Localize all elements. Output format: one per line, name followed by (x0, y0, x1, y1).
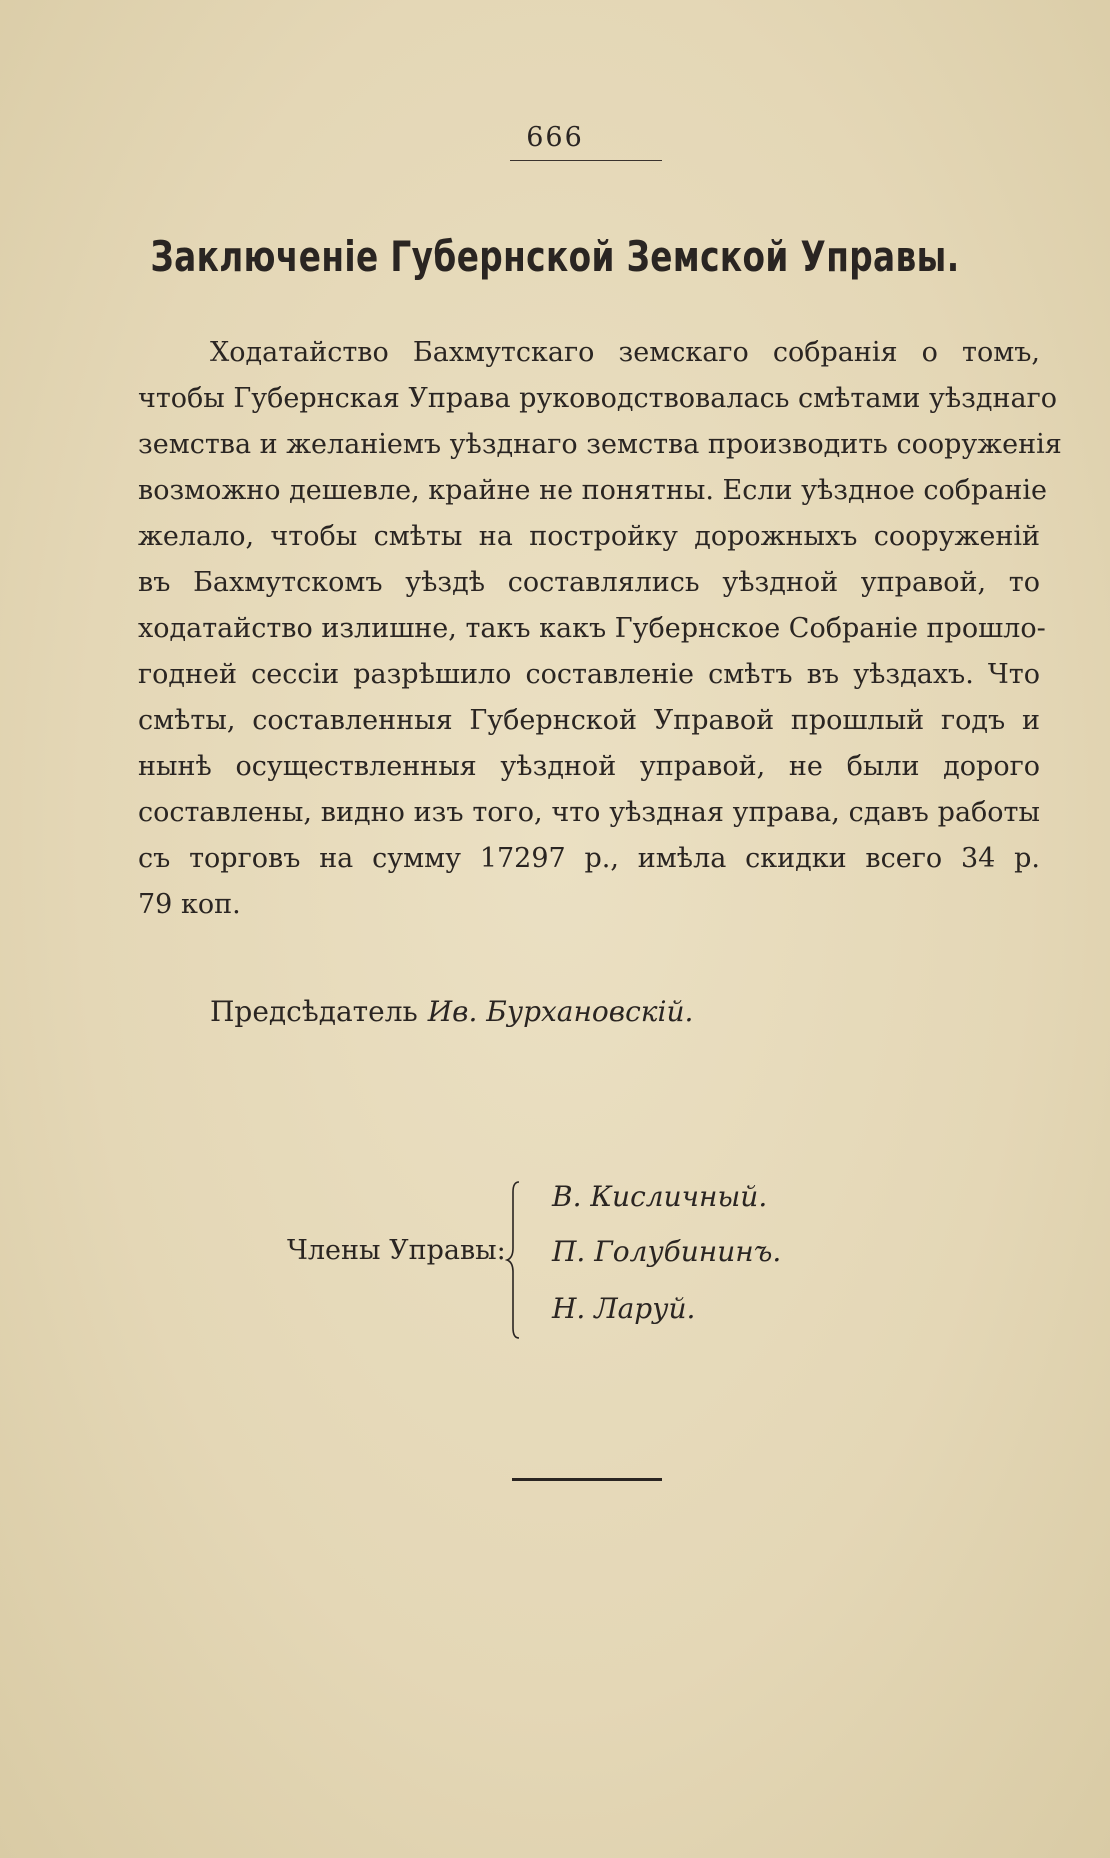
members-label: Члены Управы: (287, 1235, 506, 1266)
members-brace (505, 1180, 525, 1340)
paragraph-line: Ходатайство Бахмутскаго земскаго собранія о томъ, (210, 337, 1040, 368)
paragraph-line: нынѣ осуществленныя уѣздной управой, не были дорого (138, 751, 1040, 782)
section-heading: Заключеніе Губернской Земской Управы. (150, 232, 960, 281)
paragraph-line: ходатайство излишне, такъ какъ Губернское Собраніе прошло- (138, 613, 1046, 644)
paragraph-line: возможно дешевле, крайне не понятны. Если уѣздное собраніе (138, 475, 1048, 506)
paragraph-line: годней сессіи разрѣшило составленіе смѣтъ въ уѣздахъ. Что (138, 659, 1040, 690)
chairman-name: Ив. Бурхановскій. (427, 995, 694, 1028)
paragraph-line: составлены, видно изъ того, что уѣздная управа, сдавъ работы (138, 797, 1040, 828)
end-rule (512, 1478, 662, 1481)
body-paragraph (138, 330, 1062, 928)
chairman-signature (210, 995, 693, 1028)
paragraph-line: 79 коп. (138, 889, 241, 920)
page-number: 666 (526, 122, 584, 153)
paragraph-line: земства и желаніемъ уѣзднаго земства производить сооруженія (138, 429, 1062, 460)
member-name: Н. Ларуй. (552, 1292, 696, 1325)
paragraph-line: съ торговъ на сумму 17297 р., имѣла скидки всего 34 р. (138, 843, 1040, 874)
paragraph-line: желало, чтобы смѣты на постройку дорожныхъ сооруженій (138, 521, 1040, 552)
page-number-rule (510, 160, 662, 161)
paragraph-line: въ Бахмутскомъ уѣздѣ составлялись уѣздной управой, то (138, 567, 1040, 598)
member-name: В. Кисличный. (552, 1180, 768, 1213)
member-name: П. Голубининъ. (552, 1235, 782, 1268)
paragraph-line: чтобы Губернская Управа руководствовалась смѣтами уѣзднаго (138, 383, 1058, 414)
paragraph-line: смѣты, составленныя Губернской Управой прошлый годъ и (138, 705, 1040, 736)
chairman-title: Предсѣдатель (210, 995, 418, 1028)
